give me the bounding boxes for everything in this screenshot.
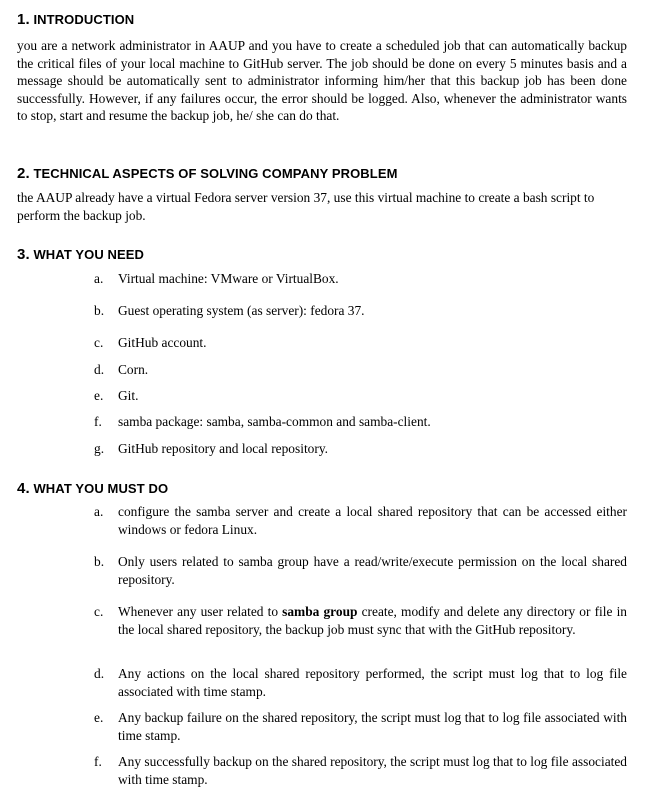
section-4-title: WHAT YOU MUST DO (33, 481, 169, 496)
list-marker: d. (94, 666, 105, 681)
list-item-text-part: create, modify and delete any directory or file in the local shared repository, the backup job must sync that with the GitHub repository. (118, 604, 627, 637)
list-marker: f. (94, 414, 102, 429)
list-item-text: GitHub account. (118, 335, 207, 350)
list-item-text: configure the samba server and create a local shared repository that can be accessed either windows or fedora Linux. (118, 504, 627, 537)
list-item-text: Only users related to samba group have a read/write/execute permission on the local shared repository. (118, 554, 627, 587)
section-1-paragraph: you are a network administrator in AAUP and you have to create a scheduled job that can automatically backup the critical files of your local machine to GitHub server. The job should be done on every 5 minutes basis and a message should be automatically sent to administrator informing him/her that this backup job has been done successfully. However, if any failures occur, the error should be logged. Also, whenever the administrator wants to stop, start and resume the backup job, he/ she can do that. (17, 38, 627, 123)
section-1-heading (17, 11, 134, 28)
list-item-text: Guest operating system (as server): fedora 37. (118, 303, 365, 318)
list-item-text: Any actions on the local shared repository performed, the script must log that to log file associated with time stamp. (118, 666, 627, 699)
list-item-text: GitHub repository and local repository. (118, 441, 328, 456)
list-marker: b. (94, 303, 105, 318)
section-3-title: WHAT YOU NEED (33, 247, 145, 262)
list-marker: f. (94, 754, 102, 769)
list-marker: c. (94, 335, 104, 350)
list-marker: a. (94, 504, 104, 519)
section-1-title: INTRODUCTION (33, 12, 135, 27)
list-marker: e. (94, 388, 104, 403)
section-4-number: 4. (17, 480, 30, 497)
list-marker: a. (94, 271, 104, 286)
list-item-text-part: Whenever any user related to (118, 604, 283, 619)
list-marker: g. (94, 441, 105, 456)
list-marker: e. (94, 710, 104, 725)
list-item-text: Virtual machine: VMware or VirtualBox. (118, 271, 339, 286)
list-marker: d. (94, 362, 105, 377)
section-2-number: 2. (17, 165, 30, 182)
section-2-paragraph: the AAUP already have a virtual Fedora server version 37, use this virtual machine to create a bash script to perform the backup job. (17, 190, 595, 223)
section-2-heading (17, 165, 398, 182)
samba-group-emphasis: samba group (282, 604, 358, 619)
list-item-text: Git. (118, 388, 139, 403)
list-item-text (118, 603, 627, 638)
section-4-heading (17, 480, 168, 497)
section-3-heading (17, 246, 144, 263)
section-2-title: TECHNICAL ASPECTS OF SOLVING COMPANY PROBLEM (33, 166, 398, 181)
list-item-text: Any backup failure on the shared repository, the script must log that to log file associated with time stamp. (118, 710, 627, 743)
list-item-text: Corn. (118, 362, 149, 377)
list-item-text: samba package: samba, samba-common and samba-client. (118, 414, 431, 429)
section-1-number: 1. (17, 11, 30, 28)
list-marker: b. (94, 554, 105, 569)
list-item-text: Any successfully backup on the shared repository, the script must log that to log file associated with time stamp. (118, 754, 627, 787)
section-3-number: 3. (17, 246, 30, 263)
list-marker: c. (94, 604, 104, 619)
